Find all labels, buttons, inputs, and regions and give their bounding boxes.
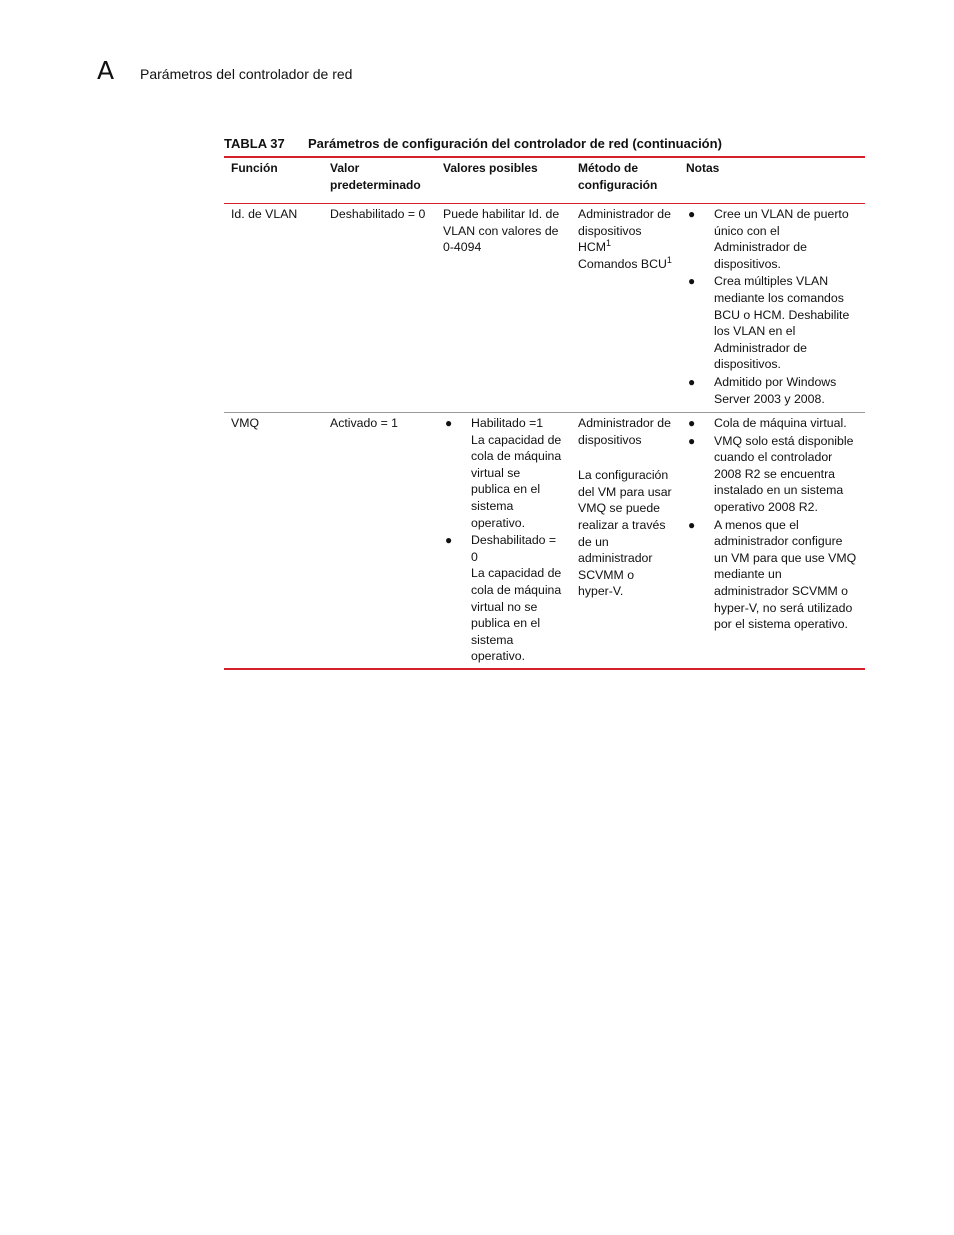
bullet-list [686,206,858,407]
text-line: dispositivos [578,223,642,238]
list-item [686,415,858,432]
list-item [443,415,571,531]
column-header-valores-posibles: Valores posibles [443,161,538,175]
text-line: dispositivos. [714,256,781,271]
table-header-rule [224,203,865,204]
table-caption [224,135,865,153]
running-header-title: Parámetros del controlador de red [140,66,353,82]
bullet-list [443,415,571,665]
text-line: Administrador de [578,416,671,430]
text-line: dispositivos [578,432,642,447]
column-header-metodo-line2: configuración [578,177,658,192]
text-line: realizar a través [578,517,666,532]
paragraph-gap [578,448,680,467]
row-vmq-funcion: VMQ [231,416,260,430]
text-line: instalado en un sistema [714,483,844,498]
text-line: sistema [471,498,514,513]
text-fragment: HCM [578,240,607,255]
text-line: 2008 R2 se encuentra [714,466,836,481]
text-line: cola de máquina [471,582,562,597]
text-line: del VM para usar [578,484,672,499]
row-vlan-metodo [578,206,680,272]
table-title: Parámetros de configuración del controlador de red (continuación) [308,136,722,151]
text-line [578,256,680,273]
list-item [686,273,858,373]
text-fragment: Comandos BCU [578,256,667,271]
list-item [443,532,571,665]
column-header-funcion: Función [231,161,278,175]
text-line: 0 [471,549,478,564]
row-vmq-valor: Activado = 1 [330,416,399,430]
bullet-icon: ● [688,416,696,430]
table-top-rule [224,156,865,158]
text-line: dispositivos. [714,357,781,372]
text-line: Habilitado =1 [471,416,544,430]
list-item [686,206,858,272]
table-bottom-rule [224,668,865,670]
column-header-notas: Notas [686,161,720,175]
text-line: Admitido por Windows [714,374,837,389]
row-vlan-valores-posibles [443,206,571,256]
row-vmq-valores-posibles [443,415,571,666]
text-line: administrador configure [714,534,843,549]
row-vlan-valor: Deshabilitado = 0 [330,207,426,221]
text-line: Puede habilitar Id. de [443,207,560,221]
text-line: hyper-V. [578,584,624,599]
text-line: administrador SCVMM o [714,583,848,598]
row-vlan-notas [686,206,858,408]
text-line: La capacidad de [471,432,562,447]
text-line: operativo. [471,649,526,664]
column-header-valor-line1: Valor [330,161,360,175]
bullet-icon: ● [688,517,696,532]
text-line: VLAN con valores de [443,223,559,238]
text-line: Crea múltiples VLAN [714,274,829,289]
row-vmq-notas [686,415,858,634]
bullet-icon: ● [688,274,696,289]
text-line: A menos que el [714,517,799,532]
text-line: mediante un [714,567,782,582]
bullet-icon: ● [688,374,696,389]
text-line: SCVMM o [578,567,635,582]
text-line: mediante los comandos [714,290,844,305]
text-line: sistema [471,632,514,647]
column-header-metodo-line1: Método de [578,161,638,175]
text-line: BCU o HCM. Deshabilite [714,307,850,322]
section-letter: A [97,56,115,85]
text-line: Cola de máquina virtual. [714,416,847,430]
text-line [578,239,680,256]
text-line: publica en el [471,616,541,631]
text-line: VMQ solo está disponible [714,433,854,448]
text-line: por el sistema operativo. [714,617,848,632]
list-item [686,433,858,516]
text-line: un VM para que use VMQ [714,550,857,565]
text-line: virtual no se [471,599,538,614]
column-header-metodo [578,160,680,193]
bullet-icon: ● [688,433,696,448]
text-line: 0-4094 [443,240,482,255]
text-line: VMQ se puede [578,501,661,516]
bullet-list [686,415,858,633]
footnote-marker: 1 [666,254,672,265]
text-line: cuando el controlador [714,450,833,465]
column-header-valor [330,160,438,193]
bullet-icon: ● [688,207,696,221]
bullet-icon: ● [445,533,453,548]
row-vlan-funcion: Id. de VLAN [231,207,298,221]
column-header-valor-line2: predeterminado [330,177,421,192]
text-line: Cree un VLAN de puerto [714,207,849,221]
text-line: único con el [714,223,780,238]
text-line: los VLAN en el [714,324,796,339]
text-line: administrador [578,551,653,566]
text-line: virtual se [471,465,521,480]
text-line: operativo 2008 R2. [714,499,818,514]
text-line: operativo. [471,515,526,530]
list-item [686,374,858,407]
footnote-marker: 1 [606,238,612,249]
text-line: La capacidad de [471,566,562,581]
text-line: La configuración [578,468,669,483]
table-number: TABLA 37 [224,136,285,151]
text-line: Administrador de [714,340,807,355]
text-line: Deshabilitado = [471,533,557,548]
table-row-divider [224,412,865,413]
text-line: publica en el [471,482,541,497]
bullet-icon: ● [445,416,453,430]
text-line: hyper-V, no será utilizado [714,600,853,615]
text-line: Administrador de [578,207,671,221]
list-item [686,517,858,633]
text-line: Server 2003 y 2008. [714,391,825,406]
text-line: cola de máquina [471,449,562,464]
text-line: de un [578,534,609,549]
text-line: Administrador de [714,240,807,255]
row-vmq-metodo [578,415,680,600]
